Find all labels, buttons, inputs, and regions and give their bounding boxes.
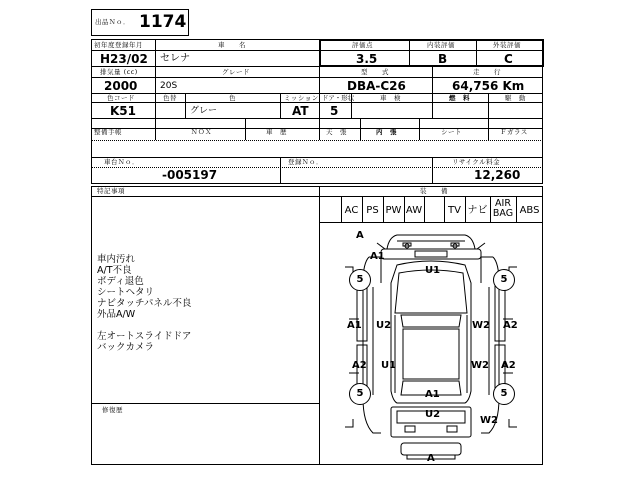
transmission-value: AT — [292, 104, 309, 118]
equip-navi: ナビ — [467, 205, 488, 216]
mark-left-front-door: U2 — [376, 320, 392, 331]
equip-ps: PS — [366, 205, 379, 216]
door-trim-label: 内 張 — [376, 128, 397, 136]
registration-number-label: 登録Ｎｏ． — [288, 158, 323, 166]
transmission-label: ミッション — [284, 94, 319, 102]
notes-label: 特記事項 — [97, 187, 125, 195]
note-line: ボディ退色 — [97, 276, 144, 287]
mark-left-rear-a: A2 — [352, 360, 367, 371]
note-line: 外品A/W — [97, 309, 136, 320]
mark-right-fender-w: W2 — [472, 320, 490, 331]
equip-ac: AC — [344, 205, 359, 216]
tire-rear-left: 5 — [349, 383, 371, 405]
mark-tailgate: U2 — [425, 409, 441, 420]
grade-value: 20S — [160, 81, 178, 91]
reg-date-value: H23/02 — [100, 52, 148, 66]
displacement-label: 排気量 (cc) — [100, 68, 138, 76]
exterior-grade-label: 外装評価 — [493, 41, 521, 49]
recycle-fee-label: リサイクル料金 — [452, 158, 501, 166]
color-change-label: 色替 — [163, 94, 177, 102]
drive-label: 駆 動 — [505, 94, 526, 102]
lot-number-box — [91, 9, 189, 36]
repair-history-label: 修復歴 — [102, 406, 123, 414]
windshield-label: Ｆガラス — [500, 128, 528, 136]
recycle-fee-value: 12,260 — [474, 168, 521, 182]
inspection-label: 車 検 — [380, 94, 401, 102]
mark-rear: A — [427, 453, 435, 464]
mark-left-rear-u: U1 — [381, 360, 397, 371]
equip-pw: PW — [385, 205, 402, 216]
vehicle-history-label: 車 歴 — [266, 128, 287, 136]
chassis-number-label: 車台Ｎｏ． — [104, 158, 139, 166]
notes-list — [97, 254, 191, 353]
mileage-value: 64,756 Km — [452, 79, 525, 93]
mark-front: A — [356, 230, 364, 241]
seat-label: シート — [441, 128, 462, 136]
mark-left-fender: A1 — [347, 320, 362, 331]
tire-rear-right: 5 — [493, 383, 515, 405]
model-code-value: DBA-C26 — [347, 79, 406, 93]
mark-right-rear-w: W2 — [471, 360, 489, 371]
grade-label: グレード — [222, 68, 250, 76]
color-label: 色 — [229, 94, 236, 102]
mark-right-rear-a: A2 — [501, 360, 516, 371]
interior-grade-label: 内装評価 — [427, 41, 455, 49]
note-line: A/T不良 — [97, 265, 132, 276]
color-code-label: 色コード — [107, 94, 135, 102]
note-line: 左オートスライドドア — [97, 331, 192, 342]
color-code-value: K51 — [110, 104, 136, 118]
tire-front-right: 5 — [493, 269, 515, 291]
headliner-label: 天 張 — [326, 128, 347, 136]
equip-airbag: AIR BAG — [492, 198, 514, 219]
car-name-value: セレナ — [160, 53, 190, 64]
exterior-grade-value: C — [504, 52, 513, 66]
nox-label: ＮＯＸ — [191, 128, 212, 136]
interior-grade-value: B — [438, 52, 448, 66]
mark-roof-rear: A1 — [425, 389, 440, 400]
reg-date-label: 初年度登録年月 — [94, 41, 143, 49]
lot-number-label: 出品Ｎｏ． — [95, 18, 130, 26]
equip-tv: TV — [448, 205, 461, 216]
score-label: 評価点 — [352, 41, 373, 49]
car-condition-diagram — [319, 223, 543, 465]
mark-hood: U1 — [425, 265, 441, 276]
equipment-label: 装 備 — [420, 187, 448, 195]
displacement-value: 2000 — [104, 79, 138, 93]
mark-front-bumper-side: A1 — [370, 251, 385, 262]
chassis-number-value: -005197 — [162, 168, 218, 182]
note-line: 車内汚れ — [97, 254, 136, 265]
lot-number-value: 1174 — [139, 12, 187, 32]
mark-rear-corner: W2 — [480, 415, 498, 426]
mark-right-fender-a: A2 — [503, 320, 518, 331]
equip-aw: AW — [405, 205, 423, 216]
doors-value: 5 — [330, 104, 339, 118]
score-value: 3.5 — [356, 52, 378, 66]
mileage-label: 走 行 — [473, 68, 501, 76]
service-book-label: 整備手帳 — [94, 128, 122, 136]
tire-front-left: 5 — [349, 269, 371, 291]
note-line: ナビタッチパネル不良 — [97, 298, 192, 309]
note-line: シートヘタリ — [97, 287, 155, 298]
color-value: グレー — [190, 106, 218, 116]
model-code-label: 型 式 — [361, 68, 389, 76]
equip-abs: ABS — [519, 205, 540, 216]
note-line — [97, 320, 191, 331]
fuel-label: 燃 料 — [449, 94, 470, 102]
doors-label: ドア・形状 — [322, 94, 355, 102]
note-line: バックカメラ — [97, 342, 155, 353]
car-name-label: 車 名 — [218, 41, 246, 49]
